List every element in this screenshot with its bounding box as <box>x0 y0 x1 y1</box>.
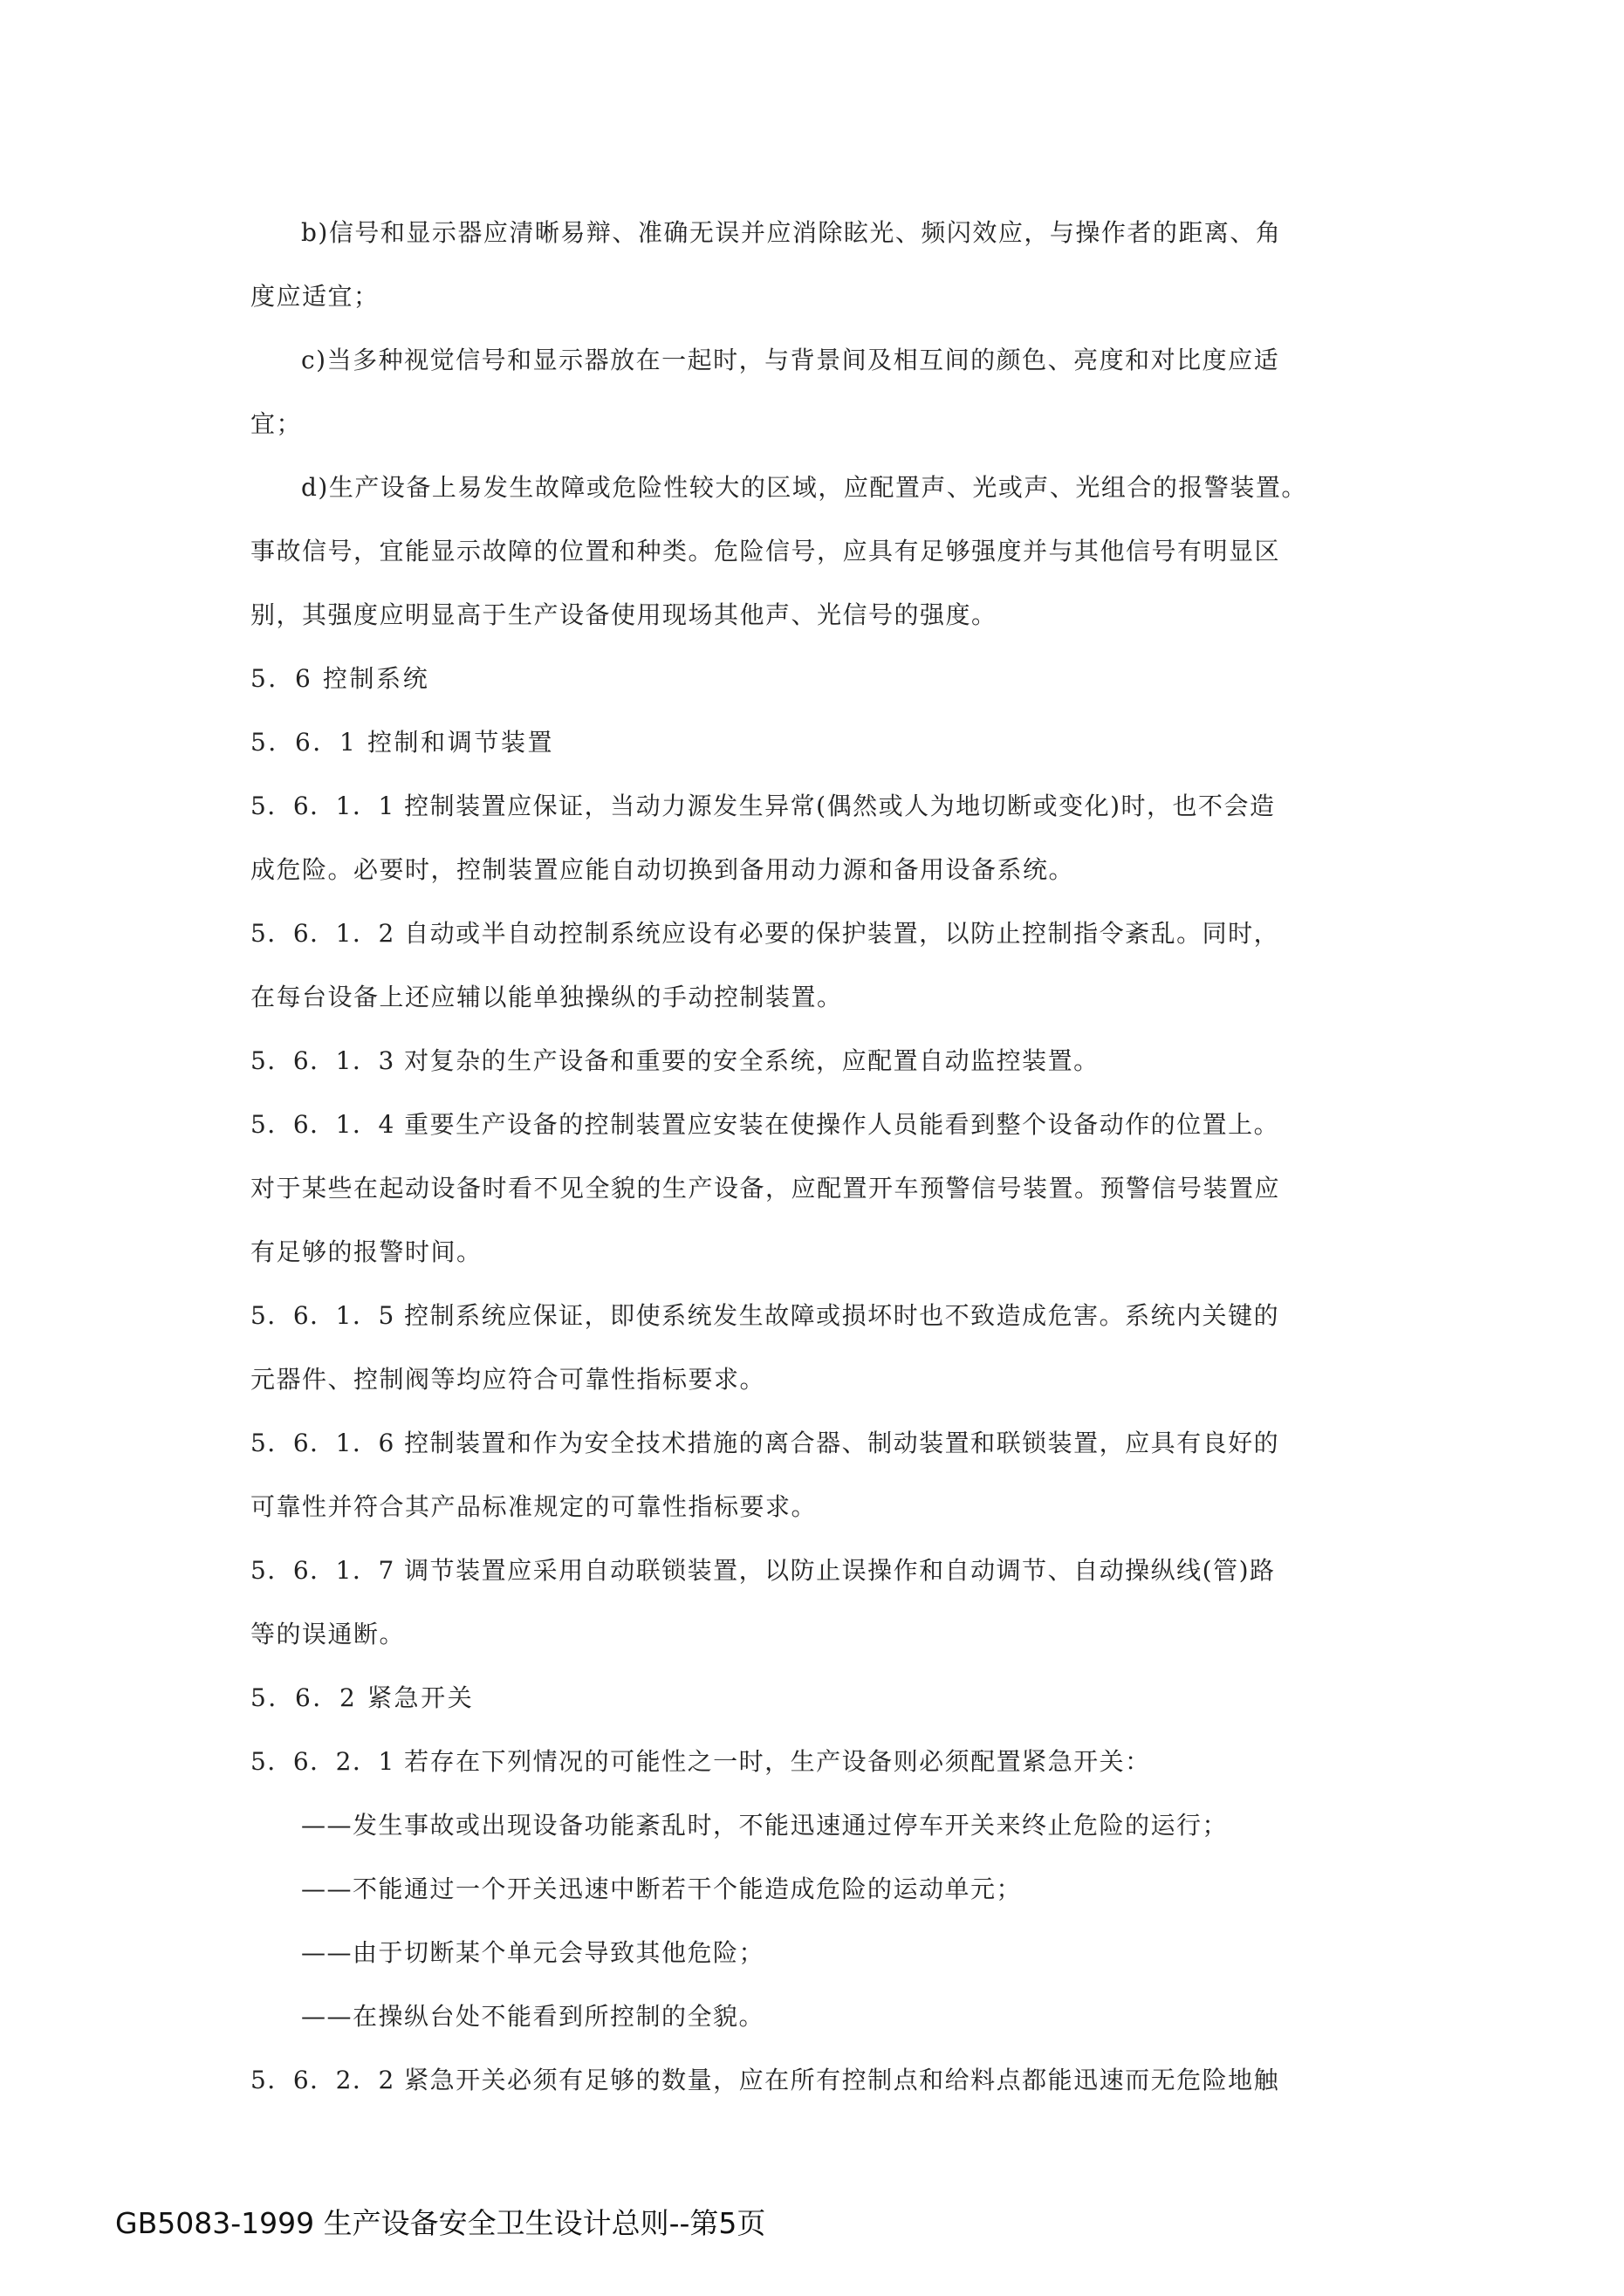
clause-line: 5．6．1．4 重要生产设备的控制装置应安装在使操作人员能看到整个设备动作的位置上。 <box>250 1110 1280 1139</box>
clause-line: 5．6．2．2 紧急开关必须有足够的数量，应在所有控制点和给料点都能迅速而无危险地触 <box>250 2066 1280 2094</box>
list-item: ——不能通过一个开关迅速中断若干个能造成危险的运动单元； <box>301 1874 1023 1903</box>
clause-line: 5．6．1．1 控制装置应保证，当动力源发生异常(偶然或人为地切断或变化)时，也不会造 <box>250 792 1276 820</box>
clause-line: 5．6．1．7 调节装置应采用自动联锁装置，以防止误操作和自动调节、自动操纵线(管)路 <box>250 1556 1276 1585</box>
paragraph-line: 成危险。必要时，控制装置应能自动切换到备用动力源和备用设备系统。 <box>250 855 1075 884</box>
clause-line: 5．6．2．1 若存在下列情况的可能性之一时，生产设备则必须配置紧急开关： <box>250 1747 1151 1776</box>
paragraph-line: d)生产设备上易发生故障或危险性较大的区域，应配置声、光或声、光组合的报警装置。 <box>301 473 1307 502</box>
paragraph-line: 度应适宜； <box>250 282 380 311</box>
paragraph-line: 可靠性并符合其产品标准规定的可靠性指标要求。 <box>250 1492 818 1521</box>
clause-line: 5．6．1．3 对复杂的生产设备和重要的安全系统，应配置自动监控装置。 <box>250 1046 1100 1075</box>
paragraph-line: 宜； <box>250 409 303 438</box>
list-item: ——发生事故或出现设备功能紊乱时，不能迅速通过停车开关来终止危险的运行； <box>301 1811 1229 1840</box>
paragraph-line: 元器件、控制阀等均应符合可靠性指标要求。 <box>250 1365 766 1394</box>
clause-line: 5．6．1．2 自动或半自动控制系统应设有必要的保护装置，以防止控制指令紊乱。同时， <box>250 919 1280 948</box>
clause-line: 5．6．1．6 控制装置和作为安全技术措施的离合器、制动装置和联锁装置，应具有良好的 <box>250 1429 1280 1457</box>
paragraph-line: b)信号和显示器应清晰易辩、准确无误并应消除眩光、频闪效应，与操作者的距离、角 <box>301 218 1282 247</box>
list-item: ——在操纵台处不能看到所控制的全貌。 <box>301 2002 765 2031</box>
subsection-heading: 5．6．2 紧急开关 <box>250 1683 475 1712</box>
clause-line: 5．6．1．5 控制系统应保证，即使系统发生故障或损坏时也不致造成危害。系统内关键的 <box>250 1301 1280 1330</box>
paragraph-line: 等的误通断。 <box>250 1620 406 1648</box>
paragraph-line: 对于某些在起动设备时看不见全貌的生产设备，应配置开车预警信号装置。预警信号装置应 <box>250 1174 1281 1203</box>
paragraph-line: 别，其强度应明显高于生产设备使用现场其他声、光信号的强度。 <box>250 600 997 629</box>
paragraph-line: 事故信号，宜能显示故障的位置和种类。危险信号，应具有足够强度并与其他信号有明显区 <box>250 537 1281 565</box>
subsection-heading: 5．6．1 控制和调节装置 <box>250 728 555 757</box>
list-item: ——由于切断某个单元会导致其他危险； <box>301 1938 765 1967</box>
section-heading: 5．6 控制系统 <box>250 664 430 693</box>
page-footer: GB5083-1999 生产设备安全卫生设计总则--第5页 <box>115 2206 766 2240</box>
paragraph-line: c)当多种视觉信号和显示器放在一起时，与背景间及相互间的颜色、亮度和对比度应适 <box>301 346 1280 374</box>
paragraph-line: 在每台设备上还应辅以能单独操纵的手动控制装置。 <box>250 983 843 1011</box>
paragraph-line: 有足够的报警时间。 <box>250 1237 483 1266</box>
